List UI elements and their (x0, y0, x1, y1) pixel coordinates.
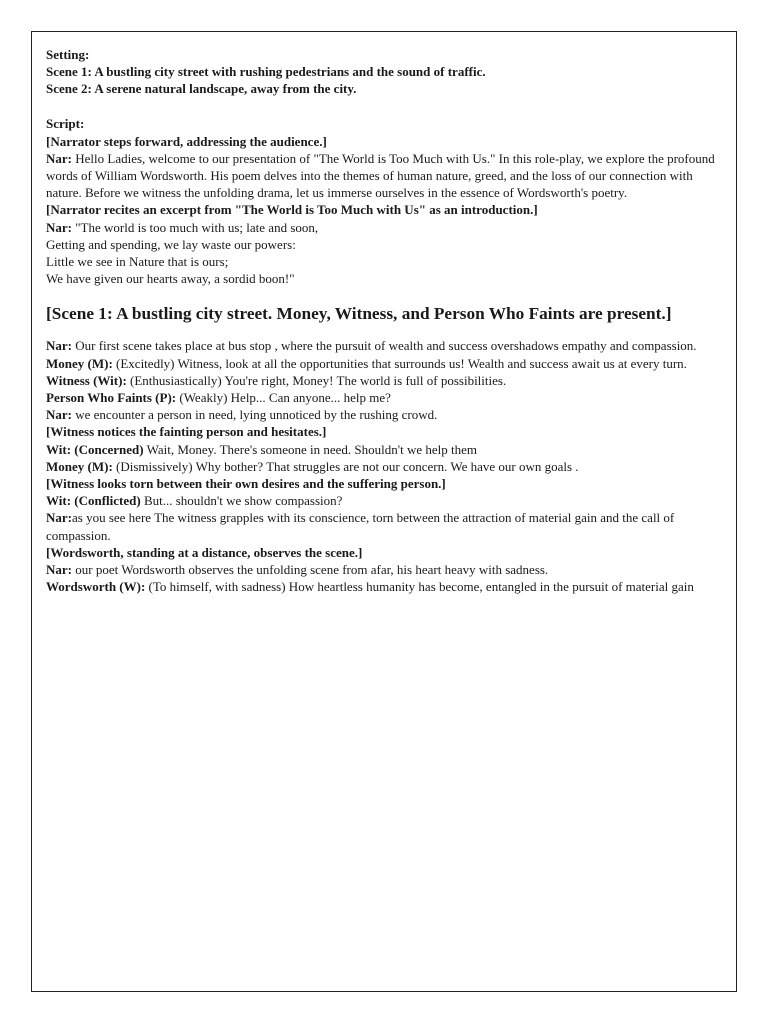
speaker-name: Money (M): (46, 458, 113, 474)
dialogue-line (46, 509, 724, 543)
dialogue-line (46, 406, 724, 423)
dialogue-text: (Enthusiastically) You're right, Money! The world is full of possibilities. (126, 372, 507, 388)
dialogue-line (46, 337, 724, 354)
dialogue-line (46, 389, 724, 406)
poem-line: Little we see in Nature that is ours; (46, 254, 229, 270)
dialogue-line (46, 150, 724, 202)
dialogue-line (46, 492, 724, 509)
dialogue-text: (Dismissively) Why bother? That struggles are not our concern. We have our own goals . (112, 458, 579, 474)
dialogue-text: our poet Wordsworth observes the unfolding scene from afar, his heart heavy with sadness. (72, 562, 549, 578)
dialogue-line (46, 458, 724, 475)
stage-direction: [Narrator recites an excerpt from "The World is Too Much with Us" as an introduction.] (46, 202, 538, 218)
dialogue-line (46, 441, 724, 458)
setting-scene-2: Scene 2: A serene natural landscape, away from the city. (46, 81, 357, 97)
dialogue-text: as you see here The witness grapples with its conscience, torn between the attraction of material gain and the call of compassion. (46, 510, 675, 543)
dialogue-line (46, 578, 724, 595)
dialogue-text: (To himself, with sadness) How heartless humanity has become, entangled in the pursuit of material gain (145, 579, 694, 595)
speaker-name: Nar: (46, 510, 72, 526)
speaker-name: Money (M): (46, 355, 113, 371)
stage-direction: [Witness notices the fainting person and hesitates.] (46, 424, 327, 440)
dialogue-line (46, 355, 724, 372)
speaker-name: Person Who Faints (P): (46, 390, 177, 406)
poem-line (46, 219, 724, 236)
stage-direction: [Wordsworth, standing at a distance, observes the scene.] (46, 544, 363, 560)
dialogue-text: Our first scene takes place at bus stop , where the pursuit of wealth and success overshadows empathy and compassion. (72, 338, 697, 354)
speaker-name: Nar: (46, 338, 72, 354)
stage-direction: [Narrator steps forward, addressing the audience.] (46, 133, 327, 149)
script-label: Script: (46, 116, 85, 132)
poem-line: Getting and spending, we lay waste our powers: (46, 236, 296, 252)
speaker-name: Nar: (46, 150, 72, 166)
dialogue-text: Hello Ladies, welcome to our presentation of "The World is Too Much with Us." In this role-play, we explore the profound words of William Wordsworth. His poem delves into the themes of human nature, greed, and the loss of our connection with nature. Before we witness the unfolding drama, let us immerse ourselves in the essence of Wordsworth's poetry. (46, 150, 715, 201)
poem-excerpt (46, 219, 724, 288)
dialogue-text: Wait, Money. There's someone in need. Shouldn't we help them (143, 441, 478, 457)
speaker-name: Wit: (Conflicted) (46, 493, 141, 509)
dialogue-text: (Excitedly) Witness, look at all the opportunities that surrounds us! Wealth and success await us at every turn. (112, 355, 687, 371)
dialogue-line (46, 372, 724, 389)
dialogue-text: But... shouldn't we show compassion? (140, 493, 343, 509)
dialogue-text: we encounter a person in need, lying unnoticed by the rushing crowd. (72, 407, 438, 423)
speaker-name: Witness (Wit): (46, 372, 127, 388)
poem-line: We have given our hearts away, a sordid boon!" (46, 271, 295, 287)
speaker-name: Nar: (46, 407, 72, 423)
speaker-name: Wordsworth (W): (46, 579, 146, 595)
setting-label: Setting: (46, 47, 90, 62)
setting-scene-1: Scene 1: A bustling city street with rushing pedestrians and the sound of traffic. (46, 64, 486, 80)
speaker-name: Nar: (46, 219, 72, 235)
scene-heading: [Scene 1: A bustling city street. Money, Witness, and Person Who Faints are present.] (46, 304, 672, 324)
stage-direction: [Witness looks torn between their own desires and the suffering person.] (46, 476, 446, 492)
dialogue-text: (Weakly) Help... Can anyone... help me? (176, 390, 391, 406)
dialogue-line (46, 561, 724, 578)
speaker-name: Nar: (46, 562, 72, 578)
speaker-name: Wit: (Concerned) (46, 441, 144, 457)
document-content (46, 46, 724, 595)
poem-line-text: "The world is too much with us; late and soon, (72, 219, 319, 235)
page-frame (31, 31, 737, 992)
